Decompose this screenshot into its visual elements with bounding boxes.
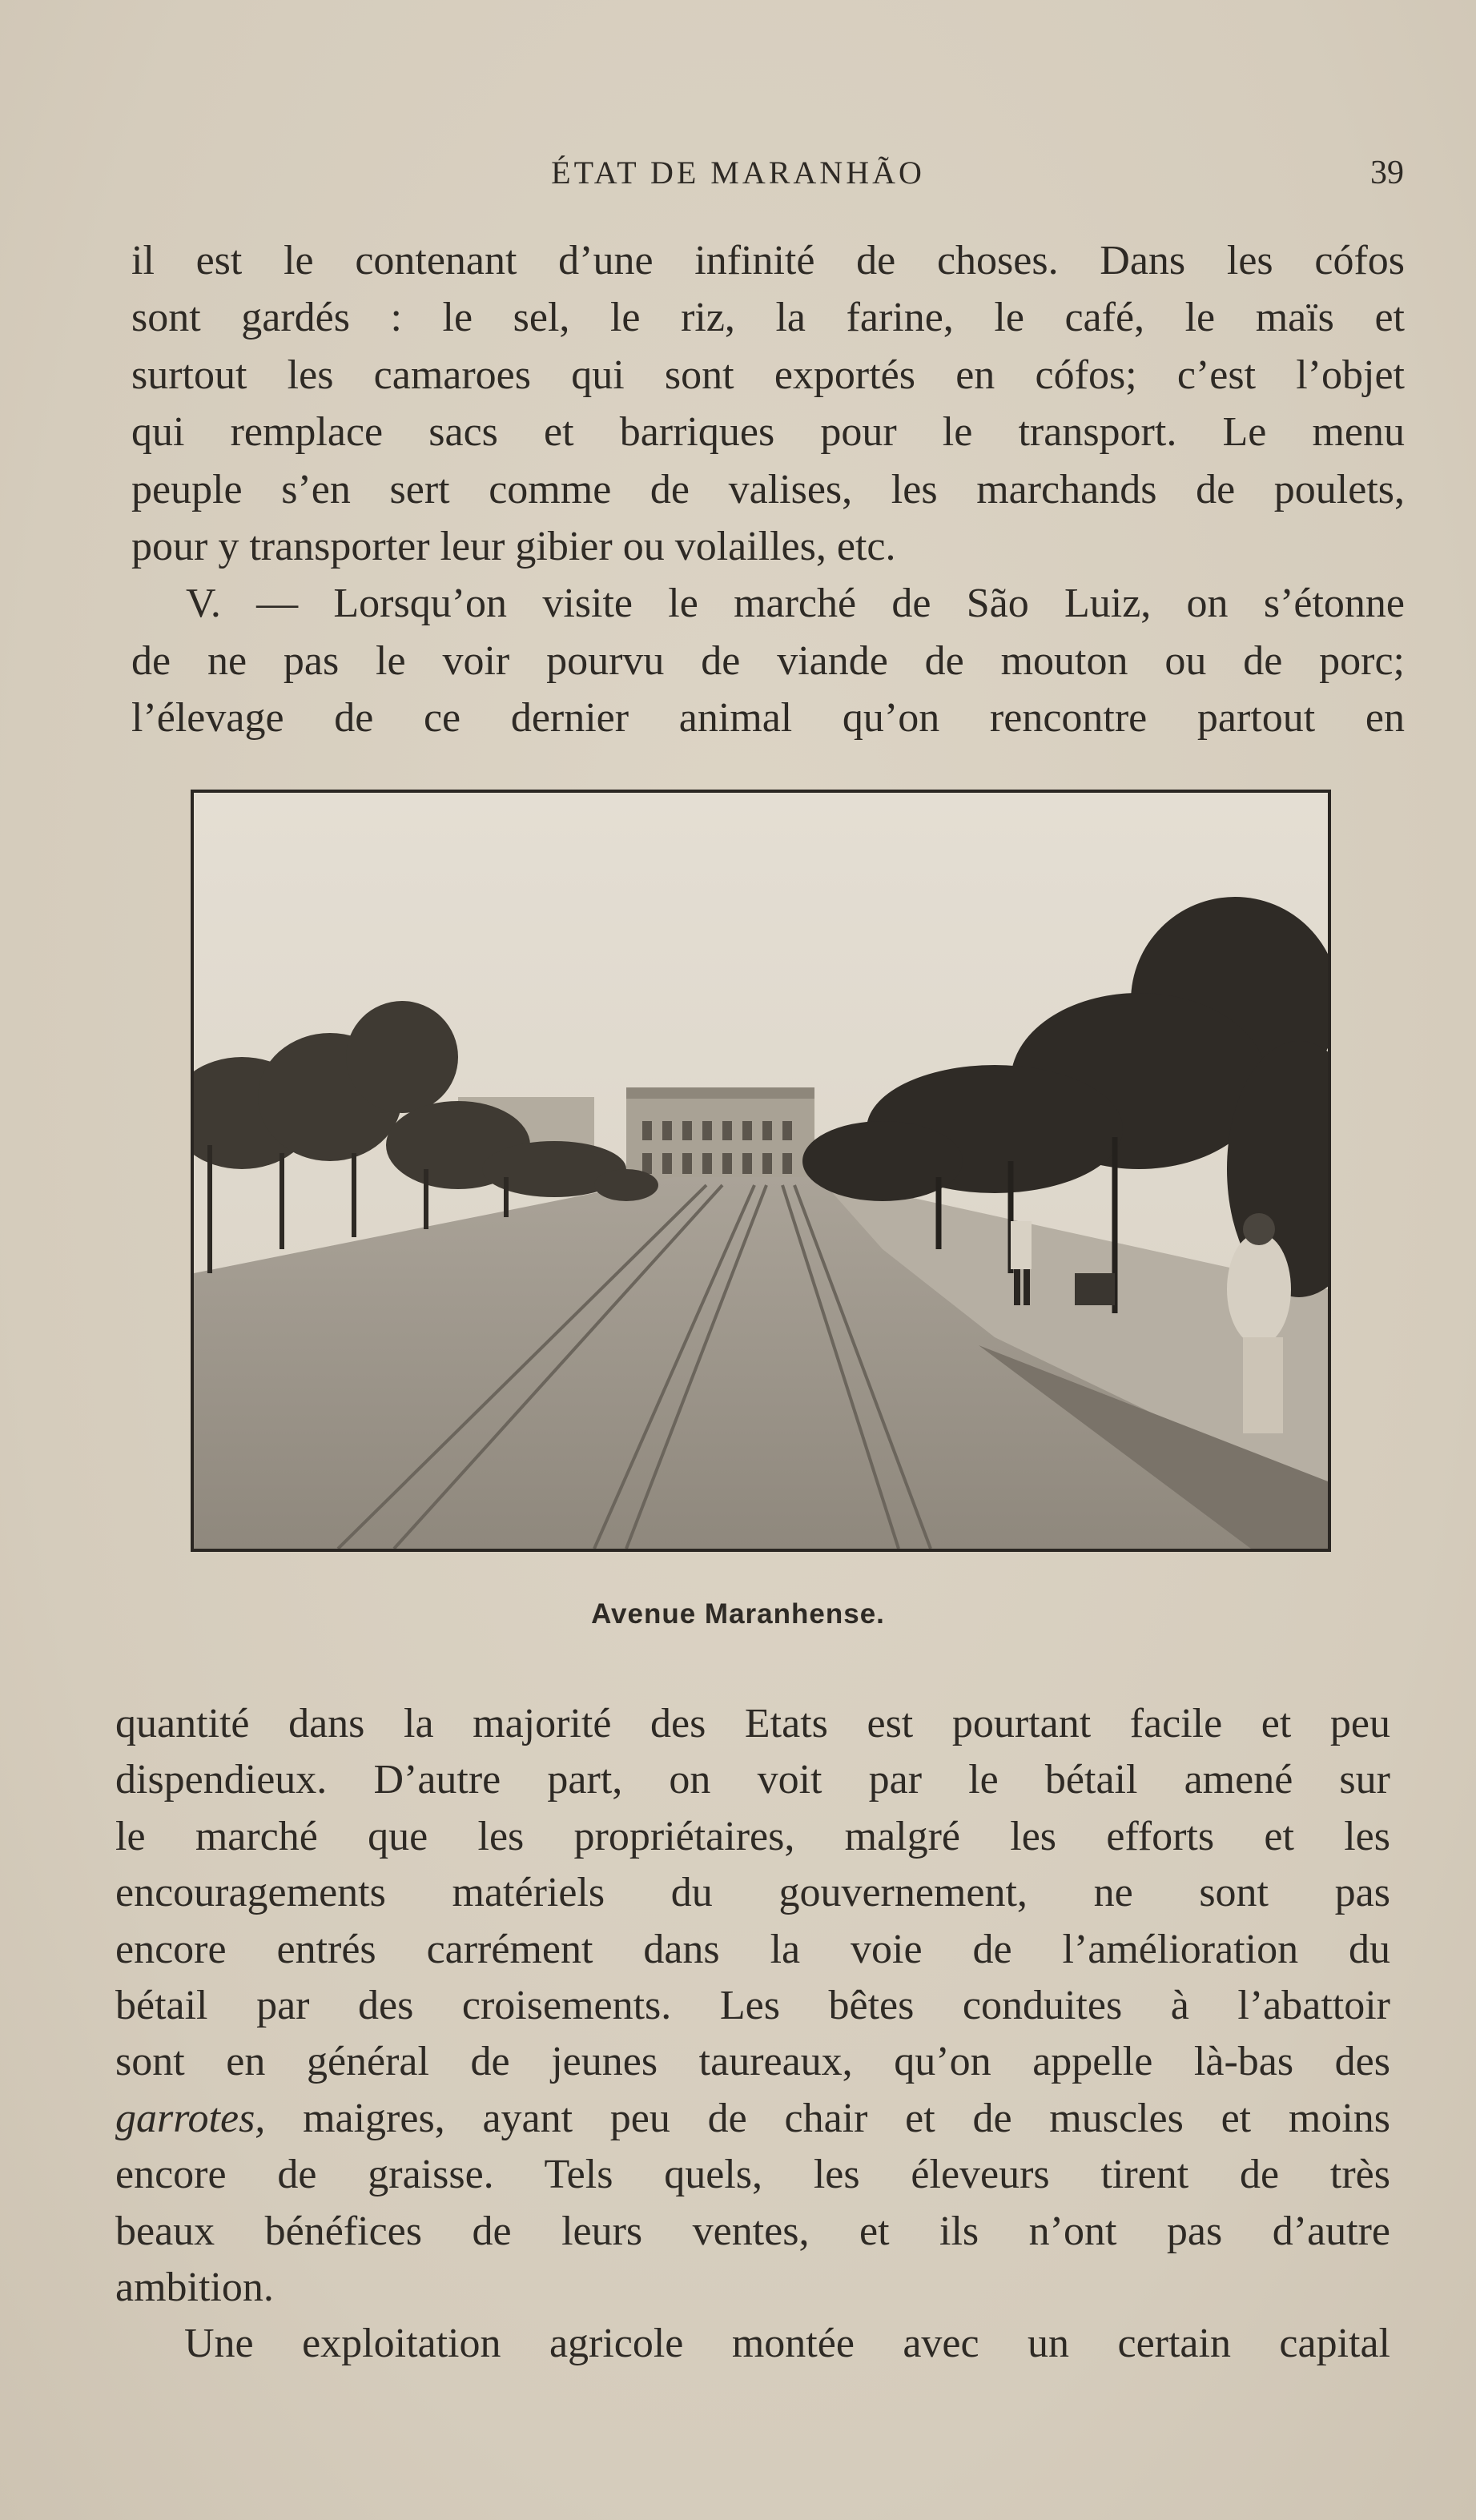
top-paragraphs [131, 232, 1405, 747]
text-line-rest: maigres, ayant peu de chair et de muscles et moins [303, 2095, 1391, 2141]
text-line: encore de graisse. Tels quels, les éleveurs tirent de très [115, 2152, 1390, 2198]
text-line: bétail par des croisements. Les bêtes conduites à l’abattoir [115, 1983, 1390, 2029]
text-line: encore entrés carrément dans la voie de l’amélioration du [115, 1926, 1390, 1972]
text-line: pour y transporter leur gibier ou volailles, etc. [131, 524, 896, 570]
text-line: quantité dans la majorité des Etats est pourtant facile et peu [115, 1701, 1390, 1746]
bottom-paragraphs [115, 1696, 1390, 2373]
figure-caption: Avenue Maranhense. [591, 1598, 885, 1630]
text-line: beaux bénéfices de leurs ventes, et ils n’ont pas d’autre [115, 2208, 1390, 2254]
page-number: 39 [1370, 155, 1404, 191]
text-line: V. — Lorsqu’on visite le marché de São Luiz, on s’étonne [186, 581, 1405, 627]
text-line: surtout les camaroes qui sont exportés en cófos; c’est l’objet [131, 352, 1405, 398]
text-line: ambition. [115, 2265, 274, 2311]
text-line: de ne pas le voir pourvu de viande de mouton ou de porc; [131, 637, 1405, 684]
text-line: peuple s’en sert comme de valises, les marchands de poulets, [131, 466, 1405, 512]
text-line: l’élevage de ce dernier animal qu’on rencontre partout en [131, 695, 1405, 742]
photo-illustration [194, 793, 1328, 1549]
text-line: qui remplace sacs et barriques pour le transport. Le menu [131, 409, 1405, 456]
text-line: encouragements matériels du gouvernement, ne sont pas [115, 1870, 1390, 1916]
text-line: il est le contenant d’une infinité de choses. Dans les cófos [131, 238, 1405, 283]
italic-term: garrotes, [115, 2095, 266, 2141]
running-head [0, 154, 1476, 199]
text-line: dispendieux. D’autre part, on voit par le bétail amené sur [115, 1757, 1390, 1803]
running-title: ÉTAT DE MARANHÃO [551, 155, 925, 191]
street-photograph [191, 790, 1331, 1552]
text-line: Une exploitation agricole montée avec un certain capital [184, 2321, 1390, 2367]
text-line-with-italic [115, 2091, 1390, 2147]
text-line: sont gardés : le sel, le riz, la farine, le café, le maïs et [131, 295, 1405, 341]
text-line: sont en général de jeunes taureaux, qu’on appelle là-bas des [115, 2039, 1390, 2085]
text-line: le marché que les propriétaires, malgré les efforts et les [115, 1813, 1390, 1859]
